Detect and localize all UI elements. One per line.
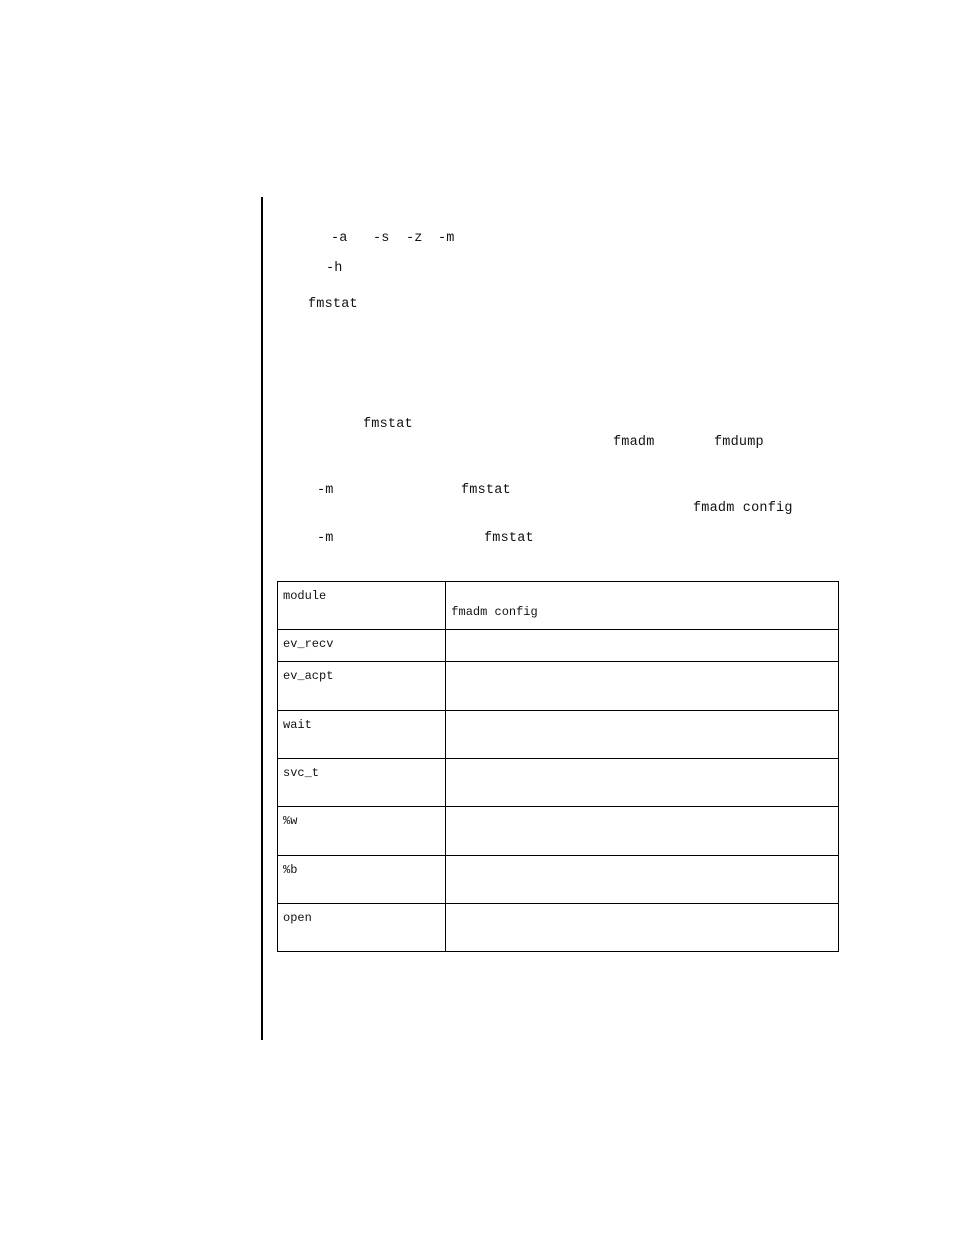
table-cell-desc — [446, 807, 839, 856]
para2-command-fmadm-config: fmadm config — [693, 501, 793, 516]
table-row — [278, 807, 839, 856]
table-cell-desc-text: fmadm config — [451, 605, 538, 619]
para1-command-fmadm: fmadm — [613, 435, 655, 450]
option-h: -h — [326, 261, 343, 276]
table-row — [278, 662, 839, 711]
table-cell-desc — [446, 662, 839, 711]
table-cell-desc — [446, 630, 839, 662]
option-s: -s — [373, 231, 390, 246]
table-cell-name: open — [278, 904, 446, 952]
para1-command-fmstat: fmstat — [363, 417, 413, 432]
table-cell-name: ev_acpt — [278, 662, 446, 711]
table-cell-name: svc_t — [278, 759, 446, 807]
table-cell-desc — [446, 904, 839, 952]
table-cell-name: module — [278, 582, 446, 630]
table-row — [278, 856, 839, 904]
table-row — [278, 711, 839, 759]
table-row — [278, 759, 839, 807]
option-a: -a — [331, 231, 348, 246]
table-cell-name: wait — [278, 711, 446, 759]
para3-option-m: -m — [317, 531, 334, 546]
para2-command-fmstat: fmstat — [461, 483, 511, 498]
table-cell-name: %b — [278, 856, 446, 904]
table-cell-desc — [446, 711, 839, 759]
module-statistics-table — [277, 581, 839, 952]
table-cell-desc — [446, 582, 839, 630]
table-cell-desc — [446, 759, 839, 807]
table-cell-desc — [446, 856, 839, 904]
option-m: -m — [438, 231, 455, 246]
para1-command-fmdump: fmdump — [714, 435, 764, 450]
command-fmstat: fmstat — [308, 297, 358, 312]
option-z: -z — [406, 231, 423, 246]
table-row — [278, 582, 839, 630]
table-row — [278, 630, 839, 662]
change-bar — [261, 197, 263, 1040]
table-cell-name: %w — [278, 807, 446, 856]
table-cell-name: ev_recv — [278, 630, 446, 662]
table-row — [278, 904, 839, 952]
para3-command-fmstat: fmstat — [484, 531, 534, 546]
para2-option-m: -m — [317, 483, 334, 498]
